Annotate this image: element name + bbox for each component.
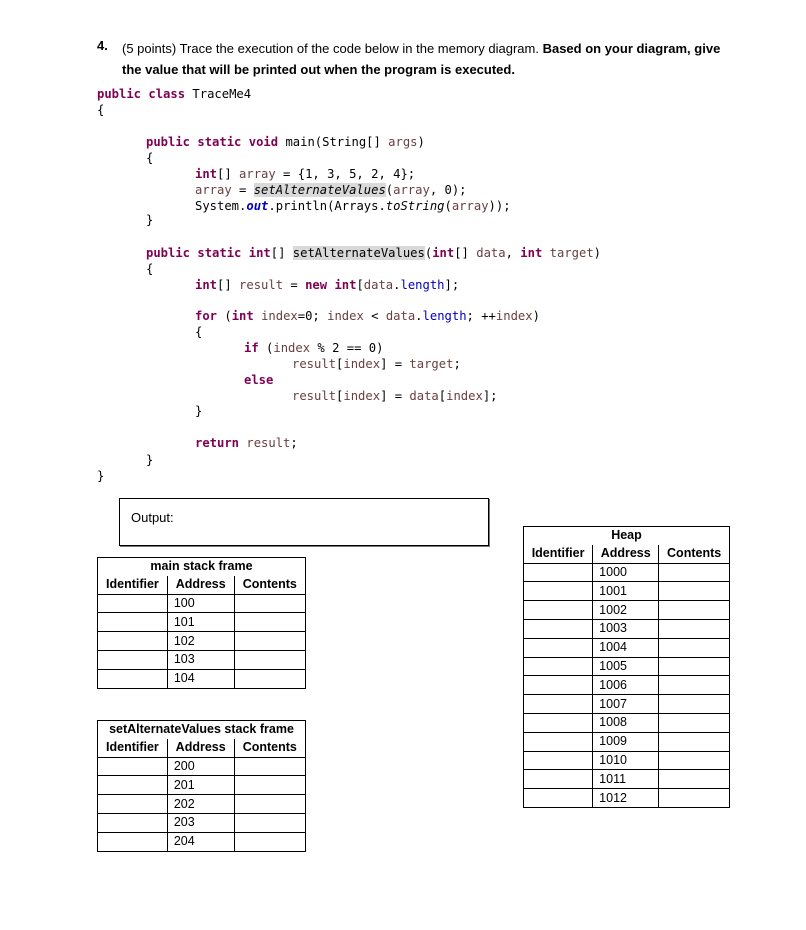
contents-cell[interactable] — [659, 770, 730, 789]
table-row — [98, 632, 306, 651]
address-cell: 1006 — [593, 676, 659, 695]
table-row — [524, 713, 730, 732]
table-row — [524, 601, 730, 620]
identifier-cell[interactable] — [524, 695, 593, 714]
code-line: public static void main(String[] args) — [146, 135, 425, 149]
question-number: 4. — [97, 38, 108, 53]
code-line: public class TraceMe4 — [97, 87, 252, 101]
identifier-cell[interactable] — [524, 770, 593, 789]
table-row — [524, 619, 730, 638]
address-cell: 1009 — [593, 732, 659, 751]
identifier-cell[interactable] — [524, 619, 593, 638]
contents-cell[interactable] — [659, 582, 730, 601]
question-text-bold: Based on your diagram, give the value that will be printed out when the program is executed. — [122, 41, 721, 77]
address-cell: 1011 — [593, 770, 659, 789]
contents-cell[interactable] — [659, 619, 730, 638]
table-row — [98, 832, 306, 851]
contents-cell[interactable] — [234, 650, 305, 669]
column-header-address: Address — [167, 576, 234, 594]
output-box[interactable] — [119, 498, 489, 546]
identifier-cell[interactable] — [98, 613, 168, 632]
code-line: return result; — [195, 436, 298, 450]
identifier-cell[interactable] — [524, 563, 593, 582]
code-line: { — [195, 325, 203, 339]
address-cell: 1004 — [593, 638, 659, 657]
code-line: public static int[] setAlternateValues(int[] data, int target) — [146, 246, 602, 260]
code-line: if (index % 2 == 0) — [244, 341, 384, 355]
contents-cell[interactable] — [234, 776, 305, 795]
main-frame-rows — [98, 594, 306, 688]
table-row — [98, 669, 306, 688]
code-line: result[index] = target; — [292, 357, 461, 371]
heap-rows — [524, 563, 730, 807]
contents-cell[interactable] — [234, 832, 305, 851]
code-line: int[] array = {1, 3, 5, 2, 4}; — [195, 167, 416, 181]
contents-cell[interactable] — [659, 751, 730, 770]
code-line: { — [146, 151, 154, 165]
table-row — [524, 676, 730, 695]
code-line: } — [146, 213, 154, 227]
code-line: } — [146, 453, 154, 467]
address-cell: 104 — [167, 669, 234, 688]
column-header-contents: Contents — [234, 576, 305, 594]
contents-cell[interactable] — [234, 813, 305, 832]
identifier-cell[interactable] — [524, 638, 593, 657]
code-line: int[] result = new int[data.length]; — [195, 278, 460, 292]
identifier-cell[interactable] — [98, 757, 168, 776]
identifier-cell[interactable] — [524, 657, 593, 676]
sav-stack-frame-table — [97, 720, 306, 852]
address-cell: 200 — [167, 757, 234, 776]
contents-cell[interactable] — [659, 676, 730, 695]
table-row — [98, 650, 306, 669]
heap-title: Heap — [524, 527, 730, 545]
identifier-cell[interactable] — [98, 594, 168, 613]
table-row — [524, 582, 730, 601]
address-cell: 1000 — [593, 563, 659, 582]
heap-table — [523, 526, 730, 808]
column-header-identifier: Identifier — [98, 739, 168, 757]
contents-cell[interactable] — [659, 713, 730, 732]
identifier-cell[interactable] — [98, 832, 168, 851]
table-row — [98, 813, 306, 832]
table-row — [524, 732, 730, 751]
contents-cell[interactable] — [659, 657, 730, 676]
code-line: System.out.println(Arrays.toString(array)); — [195, 199, 511, 213]
address-cell: 103 — [167, 650, 234, 669]
sav-frame-rows — [98, 757, 306, 851]
contents-cell[interactable] — [234, 669, 305, 688]
address-cell: 1005 — [593, 657, 659, 676]
table-row — [524, 789, 730, 808]
identifier-cell[interactable] — [524, 789, 593, 808]
identifier-cell[interactable] — [524, 732, 593, 751]
identifier-cell[interactable] — [524, 582, 593, 601]
address-cell: 202 — [167, 795, 234, 814]
address-cell: 100 — [167, 594, 234, 613]
code-line: { — [97, 103, 105, 117]
address-cell: 102 — [167, 632, 234, 651]
table-row — [524, 563, 730, 582]
identifier-cell[interactable] — [98, 776, 168, 795]
table-row — [98, 757, 306, 776]
contents-cell[interactable] — [659, 638, 730, 657]
table-row — [524, 751, 730, 770]
column-header-address: Address — [167, 739, 234, 757]
address-cell: 1012 — [593, 789, 659, 808]
identifier-cell[interactable] — [98, 650, 168, 669]
address-cell: 1007 — [593, 695, 659, 714]
main-stack-frame-table — [97, 557, 306, 689]
contents-cell[interactable] — [234, 795, 305, 814]
code-line: } — [195, 404, 203, 418]
table-row — [98, 594, 306, 613]
contents-cell[interactable] — [659, 732, 730, 751]
address-cell: 101 — [167, 613, 234, 632]
table-row — [98, 776, 306, 795]
address-cell: 1003 — [593, 619, 659, 638]
contents-cell[interactable] — [659, 563, 730, 582]
identifier-cell[interactable] — [524, 601, 593, 620]
contents-cell[interactable] — [659, 601, 730, 620]
code-line: } — [97, 469, 105, 483]
address-cell: 203 — [167, 813, 234, 832]
address-cell: 1002 — [593, 601, 659, 620]
contents-cell[interactable] — [234, 594, 305, 613]
question-text — [122, 38, 742, 80]
contents-cell[interactable] — [234, 757, 305, 776]
code-line: array = setAlternateValues(array, 0); — [195, 183, 467, 197]
code-line: { — [146, 262, 154, 276]
address-cell: 201 — [167, 776, 234, 795]
contents-cell[interactable] — [234, 613, 305, 632]
output-label: Output: — [131, 510, 174, 525]
code-line: result[index] = data[index]; — [292, 389, 498, 403]
contents-cell[interactable] — [659, 789, 730, 808]
code-line: else — [244, 373, 274, 387]
code-line: for (int index=0; index < data.length; ++index) — [195, 309, 540, 323]
address-cell: 1010 — [593, 751, 659, 770]
column-header-contents: Contents — [234, 739, 305, 757]
table-row — [98, 613, 306, 632]
sav-frame-title: setAlternateValues stack frame — [98, 721, 306, 739]
question-text-plain: (5 points) Trace the execution of the code below in the memory diagram. — [122, 41, 539, 56]
table-row — [524, 638, 730, 657]
contents-cell[interactable] — [659, 695, 730, 714]
table-row — [524, 657, 730, 676]
identifier-cell[interactable] — [524, 713, 593, 732]
main-frame-title: main stack frame — [98, 558, 306, 576]
table-row — [98, 795, 306, 814]
identifier-cell[interactable] — [98, 795, 168, 814]
contents-cell[interactable] — [234, 632, 305, 651]
identifier-cell[interactable] — [98, 669, 168, 688]
column-header-contents: Contents — [659, 545, 730, 563]
table-row — [524, 695, 730, 714]
table-row — [524, 770, 730, 789]
column-header-identifier: Identifier — [524, 545, 593, 563]
identifier-cell[interactable] — [98, 632, 168, 651]
column-header-identifier: Identifier — [98, 576, 168, 594]
identifier-cell[interactable] — [524, 676, 593, 695]
address-cell: 204 — [167, 832, 234, 851]
address-cell: 1001 — [593, 582, 659, 601]
address-cell: 1008 — [593, 713, 659, 732]
identifier-cell[interactable] — [98, 813, 168, 832]
column-header-address: Address — [593, 545, 659, 563]
identifier-cell[interactable] — [524, 751, 593, 770]
